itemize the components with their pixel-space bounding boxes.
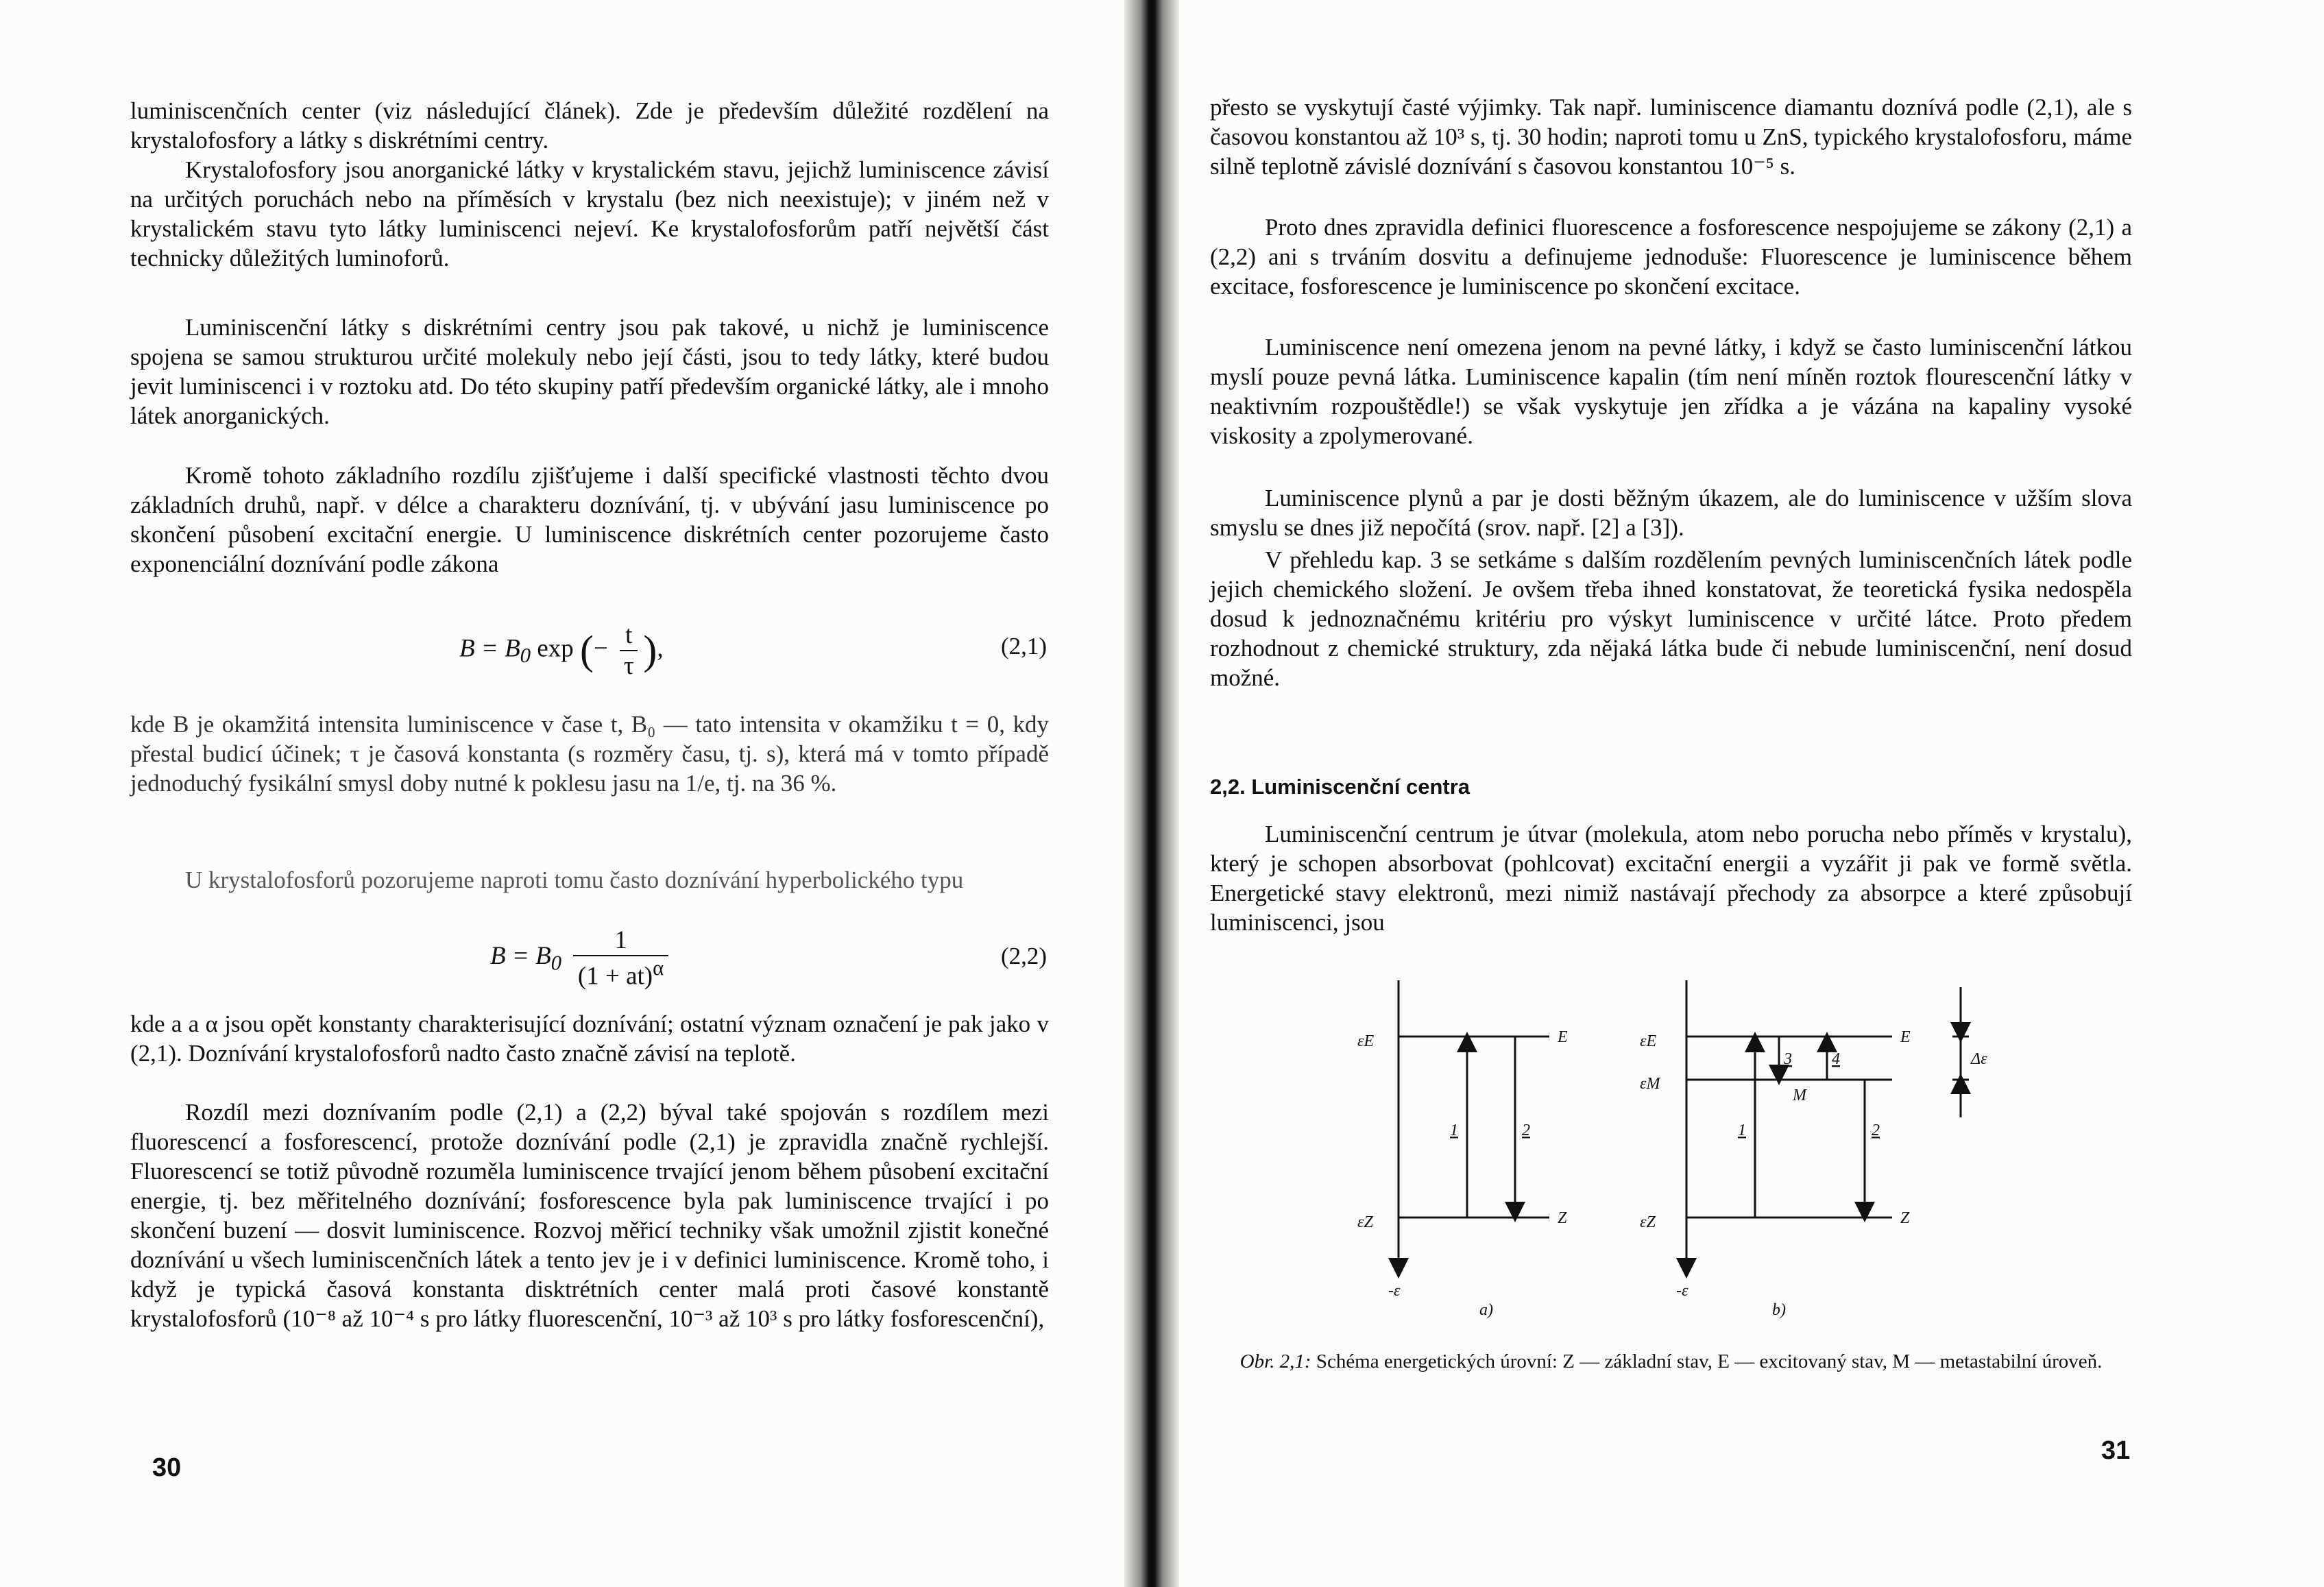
eps-z-b: εZ xyxy=(1640,1213,1656,1231)
right-paragraph-1: přesto se vyskytují časté výjimky. Tak např. luminiscence diamantu doznívá podle (2,1), ale s časovou konstantou až 10³ s, tj. 30 hodin; naproti tomu u ZnS, typického krystalofosforu, máme silně teplotně závislé doznívání s časovou konstantou 10⁻⁵ s. xyxy=(1210,94,2132,180)
neg-eps-a: -ε xyxy=(1388,1282,1401,1300)
section-heading: 2,2. Luminiscenční centra xyxy=(1210,775,1470,799)
caption-text: Schéma energetických úrovní: Z — základní stav, E — excitovaný stav, M — metastabilní úroveň. xyxy=(1316,1350,2103,1372)
right-paragraph-4: Luminiscence plynů a par je dosti běžným úkazem, ale do luminiscence v užším slova smyslu se dnes již nepočítá (srov. např. [2] a [3]). xyxy=(1210,485,2132,541)
label-2-a: 2 xyxy=(1522,1122,1530,1139)
diagram-a xyxy=(1357,980,1568,1319)
equation-2-2 xyxy=(490,925,674,991)
energy-level-diagram xyxy=(1344,973,2002,1330)
eq1-lhs: B = B xyxy=(459,634,520,663)
eq2-den-exp: α xyxy=(653,956,664,980)
label-m-b: M xyxy=(1793,1087,1806,1104)
eq2-lhs: B = B xyxy=(490,942,551,971)
eq2-fraction xyxy=(573,925,668,991)
label-a: a) xyxy=(1479,1301,1493,1319)
label-b: b) xyxy=(1772,1301,1786,1319)
figure-caption xyxy=(1210,1349,2132,1374)
diagram-b xyxy=(1640,980,1987,1319)
left-paragraph-1: luminiscenčních center (viz následující článek). Zde je především důležité rozdělení na krystalofosfory a látky s diskrétními centry. xyxy=(130,97,1049,154)
eq2-num: 1 xyxy=(573,925,668,956)
eq1-sub: 0 xyxy=(520,643,531,667)
left-paragraph-7: kde a a α jsou opět konstanty charakterisující doznívání; ostatní význam označení je pak jako v (2,1). Doznívání krystalofosforů nadto často značně závisí na teplotě. xyxy=(130,1010,1049,1067)
left-paragraph-5: kde B je okamžitá intensita luminiscence v čase t, B₀ — tato intensita v okamžiku t = 0, kdy přestal budicí účinek; τ je časová konstanta (s rozměry času, tj. s), která má v tomto případě jednoduchý fysikální smysl doby nutné k poklesu jasu na 1/e, tj. na 36 %. xyxy=(130,711,1049,797)
book-gutter xyxy=(1124,0,1179,1587)
right-paragraph-5: V přehledu kap. 3 se setkáme s dalším rozdělením pevných luminiscenčních látek podle jejich chemického složení. Je ovšem třeba ihned konstatovat, že teoretická fysika nedospěla dosud k jednoznačnému kritériu pro výskyt luminiscence v určité látce. Proto předem rozhodnout z chemické struktury, zda nějaká látka bude či nebude luminiscenční, není dosud možné. xyxy=(1210,546,2132,691)
label-1-a: 1 xyxy=(1450,1122,1458,1139)
right-page-number: 31 xyxy=(2101,1436,2131,1465)
label-3-b: 3 xyxy=(1784,1050,1792,1068)
eq2-sub: 0 xyxy=(550,951,562,975)
right-paragraph-2: Proto dnes zpravidla definici fluorescence a fosforescence nespojujeme se zákony (2,1) a (2,2) ani s trváním dosvitu a definujeme jednoduše: Fluorescence je luminiscence během excitace, fosforescence je luminiscence po skončení excitace. xyxy=(1210,214,2132,300)
delta-eps-label: Δε xyxy=(1971,1050,1987,1068)
eq1-minus: − xyxy=(594,634,608,663)
eq1-fraction xyxy=(620,620,638,681)
right-paragraph-3: Luminiscence není omezena jenom na pevné látky, i když se často luminiscenční látkou myslí pouze pevná látka. Luminiscence kapalin (tím není míněn roztok flourescenční látky v neaktivním rozpouštědle!) se však vyskytuje jen zřídka a je vázána na kapaliny vysoké viskosity a zpolymerované. xyxy=(1210,334,2132,449)
left-paragraph-2: Krystalofosfory jsou anorganické látky v krystalickém stavu, jejichž luminiscence závisí na určitých poruchách nebo na příměsích v krystalu (bez nich neexistuje); v jiném než v krystalickém stavu tyto látky luminiscenci nejeví. Ke krystalofosforům patří největší část technicky důležitých luminoforů. xyxy=(130,156,1049,271)
equation-2-1: $B = B_0$ exp (− $\frac{t}{\tau}$ ), xyxy=(459,621,664,680)
equation-number-2-2: (2,2) xyxy=(1001,943,1048,969)
eps-e-b: εE xyxy=(1640,1032,1657,1050)
eq2-den: (1 + at) xyxy=(577,962,653,991)
caption-lead: Obr. 2,1: xyxy=(1239,1350,1311,1372)
equation-number-2-1: (2,1) xyxy=(1001,633,1048,659)
label-2-b: 2 xyxy=(1872,1122,1880,1139)
eps-m-b: εM xyxy=(1640,1075,1660,1093)
label-1-b: 1 xyxy=(1738,1122,1746,1139)
left-paragraph-6: U krystalofosforů pozorujeme naproti tomu často doznívání hyperbolického typu xyxy=(185,867,964,893)
label-e-a: E xyxy=(1558,1028,1568,1046)
label-z-a: Z xyxy=(1558,1209,1567,1227)
eq1-den: τ xyxy=(623,652,634,680)
eps-e-a: εE xyxy=(1357,1032,1375,1050)
right-paragraph-6: Luminiscenční centrum je útvar (molekula, atom nebo porucha nebo příměs v krystalu), který je schopen absorbovat (pohlcovat) excitační energii a vyzářit ji pak ve formě světla. Energetické stavy elektronů, mezi nimiž nastávají přechody za absorpce a které způsobují luminiscenci, jsou xyxy=(1210,821,2132,936)
eps-z-a: εZ xyxy=(1357,1213,1373,1231)
label-e-b: E xyxy=(1900,1028,1911,1046)
left-paragraph-4: Kromě tohoto základního rozdílu zjišťujeme i další specifické vlastnosti těchto dvou základních druhů, např. v délce a charakteru doznívání, tj. v ubývání jasu luminiscence po skončení působení excitační energie. U luminiscence diskrétních center pozorujeme často exponenciální doznívání podle zákona xyxy=(130,462,1049,577)
label-4-b: 4 xyxy=(1832,1050,1840,1068)
left-page-number: 30 xyxy=(152,1453,182,1482)
neg-eps-b: -ε xyxy=(1676,1282,1688,1300)
eq1-num: t xyxy=(620,620,638,651)
label-z-b: Z xyxy=(1900,1209,1910,1227)
eq1-exp: exp xyxy=(537,634,574,663)
left-paragraph-3: Luminiscenční látky s diskrétními centry jsou pak takové, u nichž je luminiscence spojena se samou strukturou určité molekuly nebo její části, jsou to tedy látky, které budou jevit luminiscenci i v roztoku atd. Do této skupiny patří především organické látky, ale i mnoho látek anorganických. xyxy=(130,314,1049,429)
left-paragraph-8: Rozdíl mezi doznívaním podle (2,1) a (2,2) býval také spojován s rozdílem mezi fluorescencí a fosforescencí, protože doznívání podle (2,1) je zpravidla značně rychlejší. Fluorescencí se totiž původně rozuměla luminiscence trvající jenom během působení excitační energie, tj. bez měřitelného doznívání; fosforescence byla pak luminiscence trvající i po skončení buzení — dosvit luminiscence. Rozvoj měřicí techniky však umožnil zjistit konečné doznívání u všech luminiscenčních látek a tento jev je i v definici luminiscence. Kromě toho, i když je typická časová konstanta disktrétních center malá proti časové konstantě krystalofosforů (10⁻⁸ až 10⁻⁴ s pro látky fluorescenční, 10⁻³ až 10³ s pro látky fosforescenční), xyxy=(130,1099,1049,1332)
